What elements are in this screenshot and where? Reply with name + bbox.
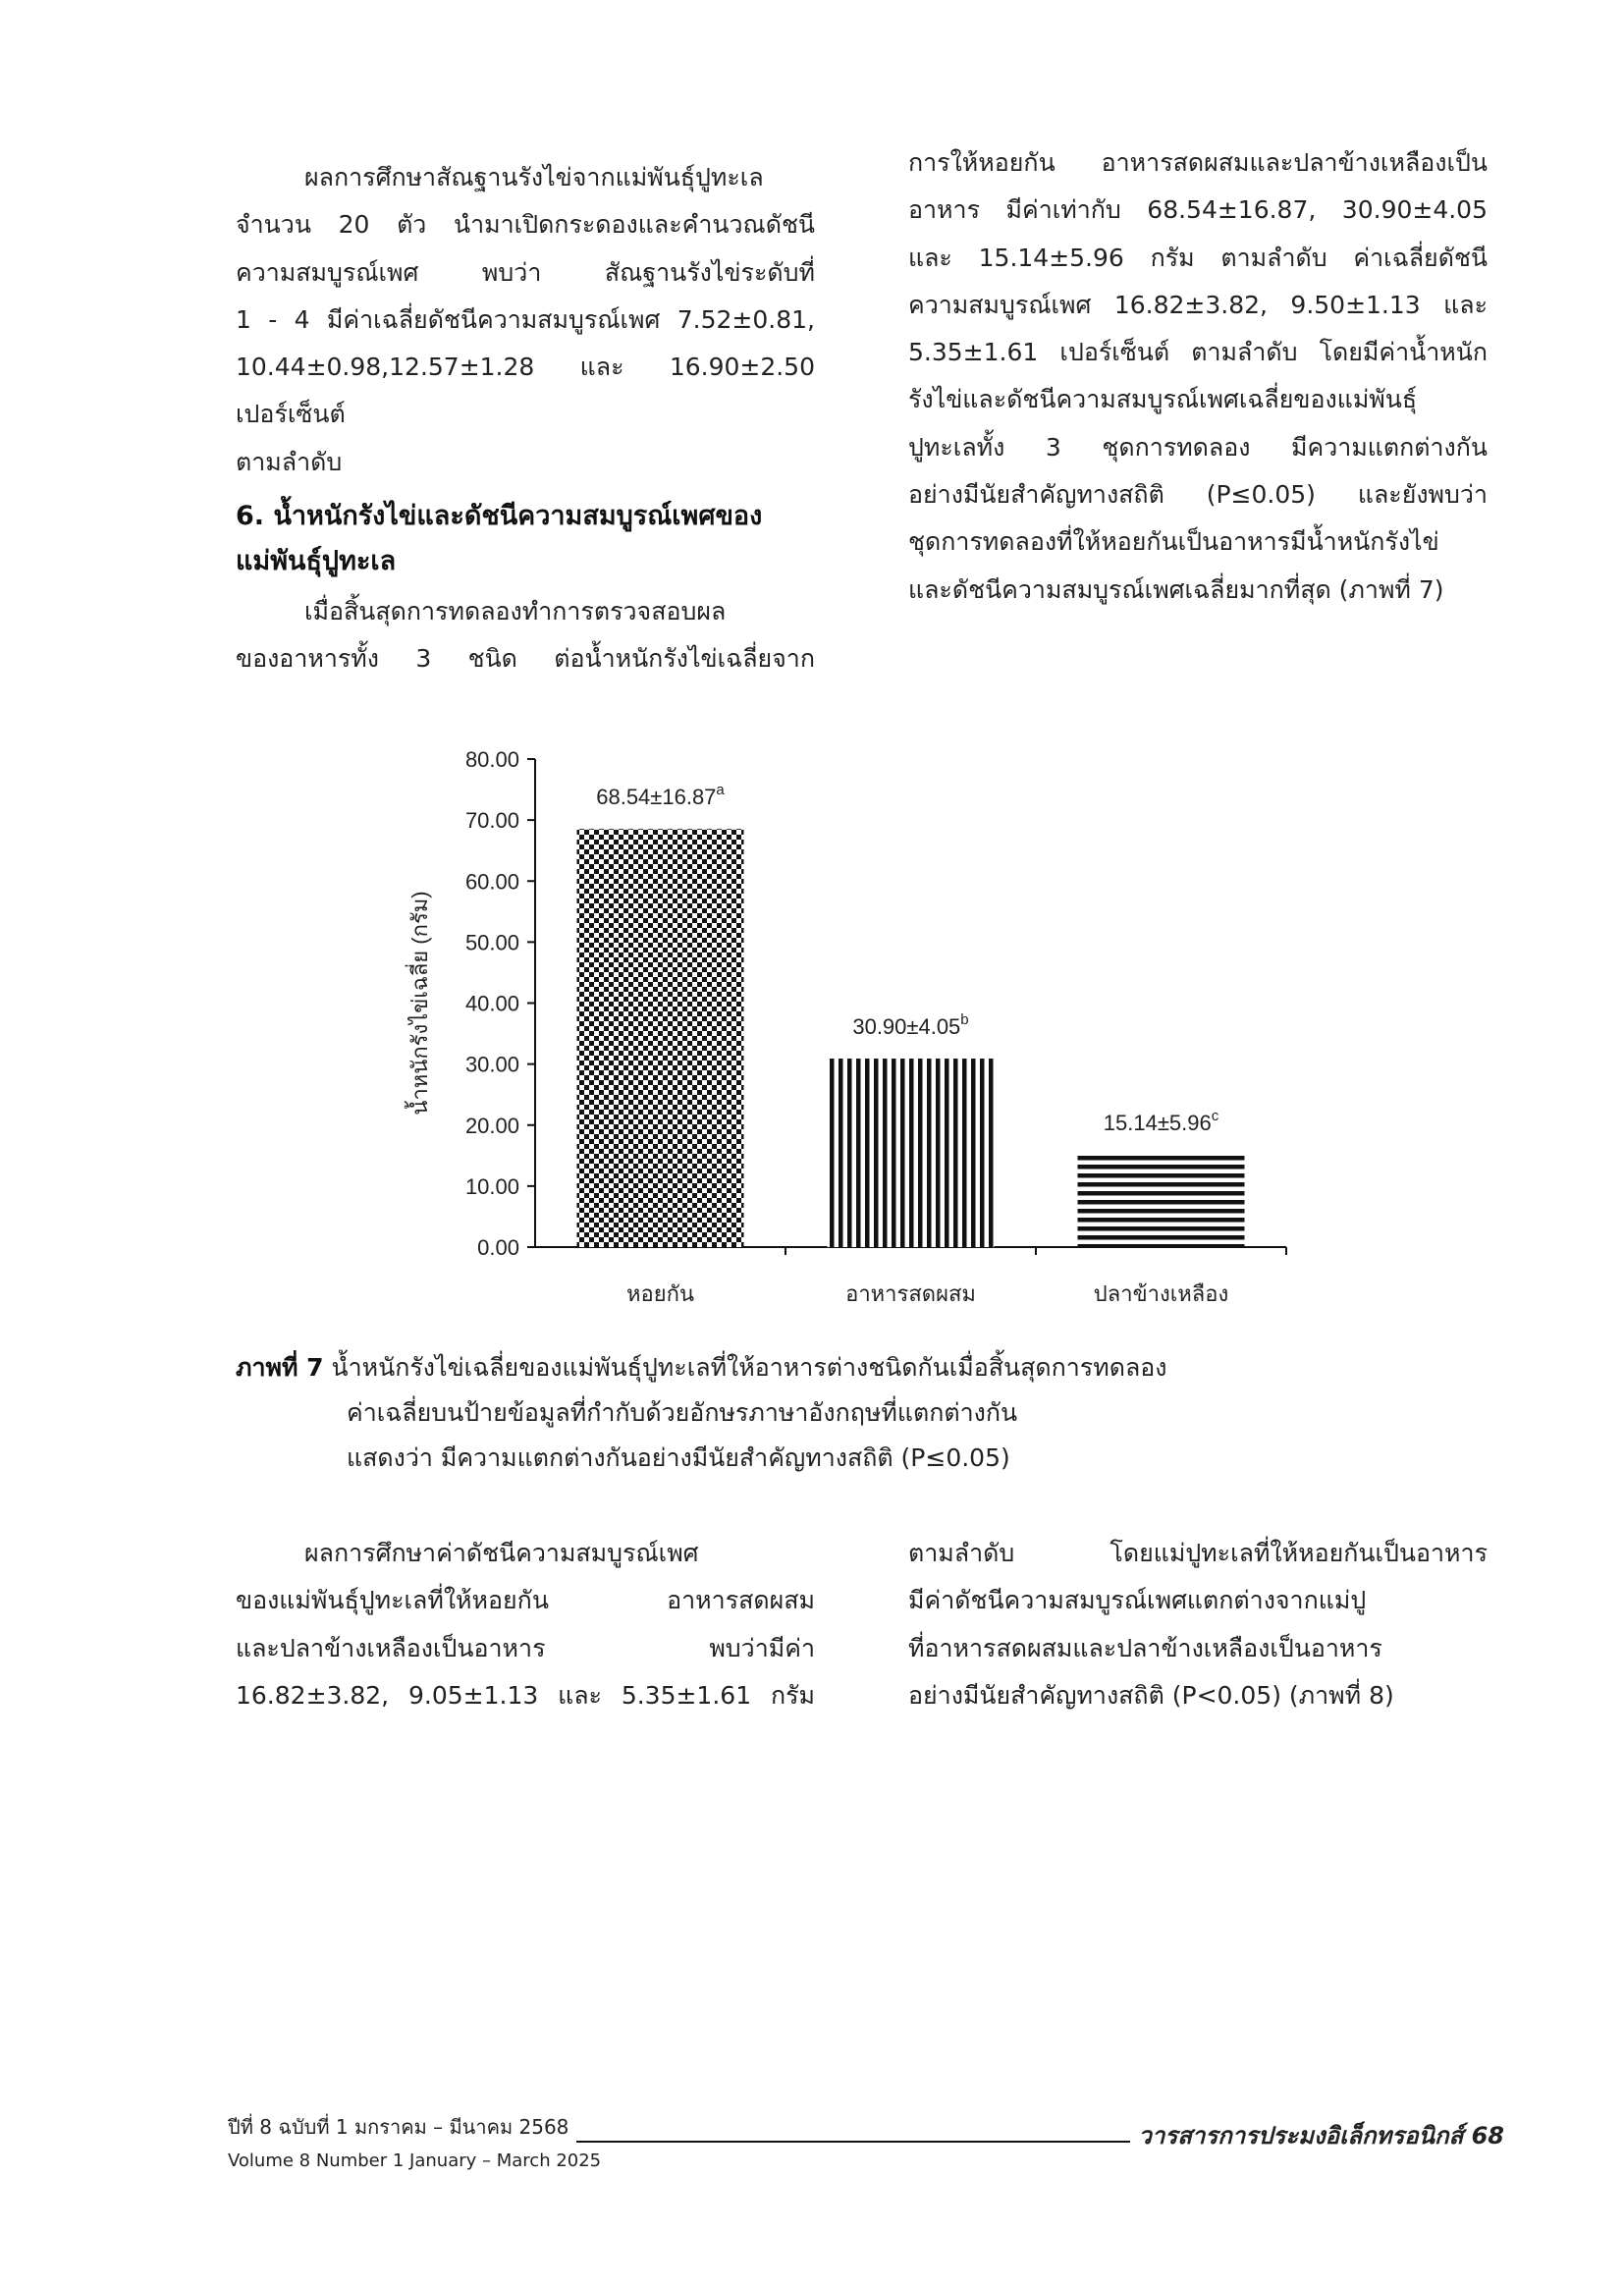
y-tick-label: 50.00 (464, 930, 519, 955)
caption-line-2: ค่าเฉลี่ยบนป้ายข้อมูลที่กำกับด้วยอักษรภาษาอังกฤษที่แตกต่างกัน (347, 1398, 1018, 1427)
heading-line: แม่พันธุ์ปูทะเล (236, 546, 397, 577)
issue-english: Volume 8 Number 1 January – March 2025 (228, 2150, 602, 2171)
body-line: อาหาร มีค่าเท่ากับ 68.54±16.87, 30.90±4.05 (908, 195, 1488, 225)
body-line: ผลการศึกษาสัณฐานรังไข่จากแม่พันธุ์ปูทะเล (304, 163, 764, 191)
body-line: ของอาหารทั้ง 3 ชนิด ต่อน้ำหนักรังไข่เฉลี่ยจาก (236, 644, 815, 674)
caption-label: ภาพที่ 7 (236, 1353, 324, 1382)
body-line: การให้หอยกัน อาหารสดผสมและปลาข้างเหลืองเป็น (908, 148, 1488, 177)
body-line: อย่างมีนัยสำคัญทางสถิติ (P≤0.05) และยังพบว่า (908, 480, 1488, 510)
body-line: ตามลำดับ (236, 447, 343, 476)
journal-name-page-number: วารสารการประมงอิเล็กทรอนิกส์ 68 (1130, 2116, 1504, 2154)
data-label: 15.14±5.96$^c$ (1103, 1107, 1219, 1135)
y-tick-label: 20.00 (464, 1113, 519, 1138)
body-line: ตามลำดับ โดยแม่ปูทะเลที่ให้หอยกันเป็นอาหาร (908, 1539, 1488, 1567)
body-line: ปูทะเลทั้ง 3 ชุดการทดลอง มีความแตกต่างกัน (908, 432, 1488, 462)
caption-line-1 (236, 1345, 1414, 1390)
body-line: 1 - 4 มีค่าเฉลี่ยดัชนีความสมบูรณ์เพศ 7.52±0.81, (236, 304, 815, 334)
issue-thai: ปีที่ 8 ฉบับที่ 1 มกราคม – มีนาคม 2568 (228, 2111, 576, 2143)
figure-caption (236, 1345, 1414, 1481)
body-line: 10.44±0.98,12.57±1.28 และ 16.90±2.50 เปอร์เซ็นต์ (236, 353, 815, 429)
body-line: และดัชนีความสมบูรณ์เพศเฉลี่ยมากที่สุด (ภาพที่ 7) (908, 574, 1444, 604)
data-label: 68.54±16.87$^a$ (596, 782, 725, 810)
y-tick-label: 10.00 (464, 1173, 519, 1199)
x-category-label: หอยกัน (626, 1281, 694, 1306)
caption-text: น้ำหนักรังไข่เฉลี่ยของแม่พันธุ์ปูทะเลที่ให้อาหารต่างชนิดกันเมื่อสิ้นสุดการทดลอง (331, 1353, 1167, 1382)
y-tick-label: 30.00 (464, 1052, 519, 1077)
data-label: 30.90±4.05$^b$ (852, 1011, 969, 1040)
body-line: ชุดการทดลองที่ให้หอยกันเป็นอาหารมีน้ำหนักรังไข่ (908, 527, 1439, 557)
section-heading (236, 494, 815, 584)
page-footer (228, 2111, 1514, 2180)
body-line: จำนวน 20 ตัว นำมาเปิดกระดองและคำนวณดัชนี (236, 210, 815, 240)
caption-line-3: แสดงว่า มีความแตกต่างกันอย่างมีนัยสำคัญทางสถิติ (P≤0.05) (347, 1443, 1010, 1472)
left-column-bottom (236, 1530, 815, 1719)
y-axis-label: น้ำหนักรังไข่เฉลี่ย (กรัม) (407, 891, 432, 1116)
y-tick-label: 40.00 (464, 991, 519, 1016)
y-axis-label-group (405, 891, 432, 1115)
figure-7 (388, 732, 1311, 1321)
body-line: 16.82±3.82, 9.05±1.13 และ 5.35±1.61 กรัม (236, 1680, 815, 1710)
right-column-bottom (908, 1530, 1488, 1719)
bar-3 (1078, 1155, 1245, 1247)
y-tick-label: 0.00 (477, 1235, 519, 1260)
body-line: ที่อาหารสดผสมและปลาข้างเหลืองเป็นอาหาร (908, 1633, 1382, 1662)
y-tick-label: 70.00 (464, 808, 519, 834)
body-line: และปลาข้างเหลืองเป็นอาหาร พบว่ามีค่า (236, 1633, 815, 1662)
bar-2 (828, 1059, 995, 1247)
x-category-label: ปลาข้างเหลือง (1093, 1281, 1229, 1306)
x-category-label: อาหารสดผสม (845, 1281, 976, 1306)
heading-line: 6. น้ำหนักรังไข่และดัชนีความสมบูรณ์เพศของ (236, 501, 763, 532)
y-tick-label: 60.00 (464, 869, 519, 895)
bar-1 (577, 829, 744, 1247)
body-line: ของแม่พันธุ์ปูทะเลที่ให้หอยกัน อาหารสดผสม (236, 1586, 815, 1615)
body-line: ผลการศึกษาค่าดัชนีความสมบูรณ์เพศ (304, 1539, 699, 1567)
bar-chart (388, 732, 1311, 1321)
left-column-top (236, 154, 815, 683)
body-line: ความสมบูรณ์เพศ พบว่า สัณฐานรังไข่ระดับที่ (236, 257, 815, 287)
body-line: อย่างมีนัยสำคัญทางสถิติ (P<0.05) (ภาพที่ 8) (908, 1680, 1394, 1710)
body-line: ความสมบูรณ์เพศ 16.82±3.82, 9.50±1.13 และ (908, 290, 1488, 319)
body-line: เมื่อสิ้นสุดการทดลองทำการตรวจสอบผล (304, 597, 727, 626)
body-line: 5.35±1.61 เปอร์เซ็นต์ ตามลำดับ โดยมีค่าน้ำหนัก (908, 338, 1488, 367)
right-column-top (908, 139, 1488, 614)
y-tick-label: 80.00 (464, 747, 519, 772)
body-line: และ 15.14±5.96 กรัม ตามลำดับ ค่าเฉลี่ยดัชนี (908, 243, 1488, 272)
body-line: รังไข่และดัชนีความสมบูรณ์เพศเฉลี่ยของแม่พันธุ์ (908, 385, 1418, 414)
body-line: มีค่าดัชนีความสมบูรณ์เพศแตกต่างจากแม่ปู (908, 1586, 1367, 1615)
